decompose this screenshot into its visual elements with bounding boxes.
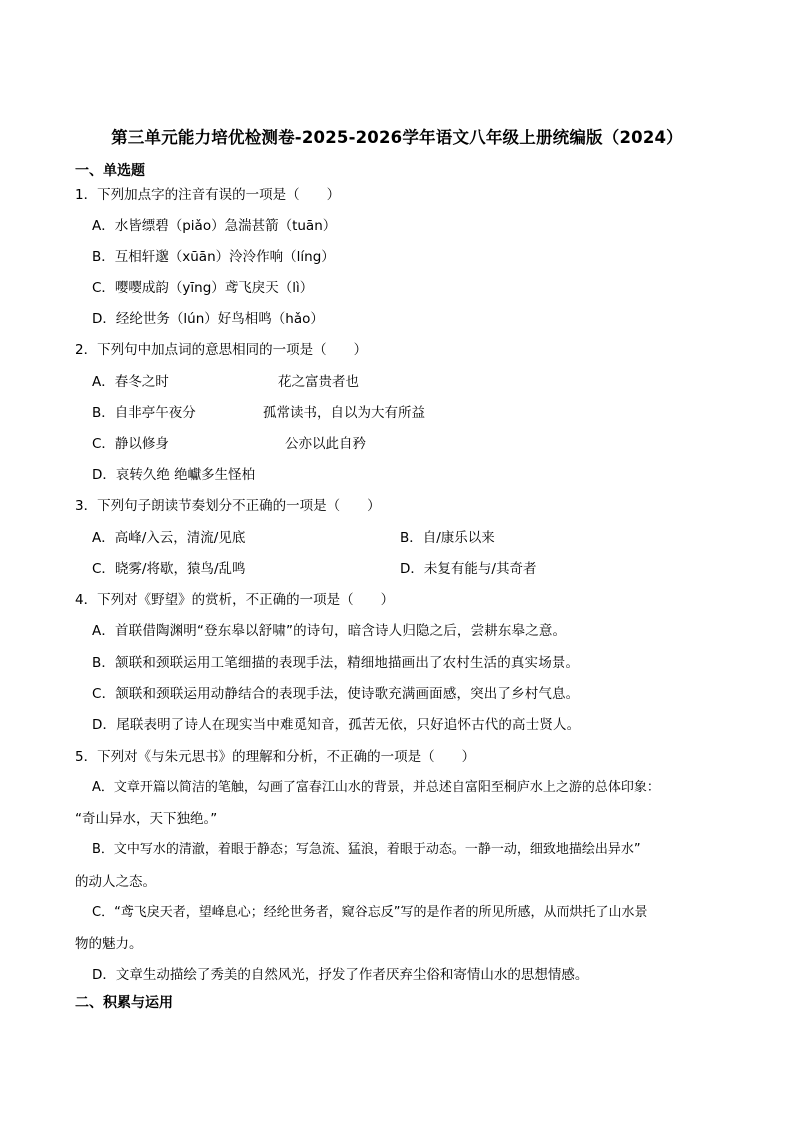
question-4-option-b: B．颔联和颈联运用工笔细描的表现手法，精细地描画出了农村生活的真实场景。 xyxy=(92,655,580,671)
question-4-option-c: C．颔联和颈联运用动静结合的表现手法，使诗歌充满画面感，突出了乡村气息。 xyxy=(92,686,580,702)
question-5-option-a-continued: “奇山异水，天下独绝。” xyxy=(75,811,218,827)
question-5-option-b-continued: 的动人之态。 xyxy=(75,874,156,890)
question-2-option-d: D．哀转久绝 绝巘多生怪柏 xyxy=(92,467,256,483)
question-4-option-a: A．首联借陶渊明“登东皋以舒啸”的诗句，暗含诗人归隐之后，尝耕东皋之意。 xyxy=(92,623,567,639)
question-1-option-d: D．经纶世务（lún）好鸟相鸣（hǎo） xyxy=(92,311,324,327)
question-5-option-b: B．文中写水的清澈，着眼于静态；写急流、猛浪，着眼于动态。一静一动，细致地描绘出异水” xyxy=(92,842,641,857)
question-5-option-c: C．“鸢飞戾天者，望峰息心；经纶世务者，窥谷忘反”写的是作者的所见所感，从而烘托了山水景 xyxy=(92,905,648,920)
question-2-option-c: C．静以修身 xyxy=(92,436,169,452)
question-5-stem: 5．下列对《与朱元思书》的理解和分析，不正确的一项是（ ） xyxy=(75,749,476,765)
question-2-stem: 2．下列句中加点词的意思相同的一项是（ ） xyxy=(75,342,368,358)
question-3-option-a: A．高峰/入云，清流/见底 xyxy=(92,530,246,546)
question-5-option-c-continued: 物的魅力。 xyxy=(75,936,143,952)
question-1-option-b: B．互相轩邈（xūān）泠泠作响（líng） xyxy=(92,249,335,265)
page-title: 第三单元能力培优检测卷-2025-2026学年语文八年级上册统编版（2024） xyxy=(111,128,683,147)
question-1-stem: 1．下列加点字的注音有误的一项是（ ） xyxy=(75,187,341,203)
question-2-option-a: A．春冬之时 xyxy=(92,374,169,390)
section-heading-single-choice: 一、单选题 xyxy=(75,163,145,179)
section-heading-accumulation: 二、积累与运用 xyxy=(75,995,173,1011)
question-5-option-a: A．文章开篇以简洁的笔触，勾画了富春江山水的背景，并总述自富阳至桐庐水上之游的总体印象： xyxy=(92,780,660,795)
question-3-stem: 3．下列句子朗读节奏划分不正确的一项是（ ） xyxy=(75,498,381,514)
question-1-option-a: A．水皆缥碧（piǎo）急湍甚箭（tuān） xyxy=(92,218,337,234)
question-2-option-b: B．自非亭午夜分 xyxy=(92,405,196,421)
question-4-stem: 4．下列对《野望》的赏析，不正确的一项是（ ） xyxy=(75,592,395,608)
question-3-option-b: B．自/康乐以来 xyxy=(400,530,495,546)
question-2-option-b-second: 孤常读书，自以为大有所益 xyxy=(263,405,425,421)
question-4-option-d: D．尾联表明了诗人在现实当中难觅知音，孤苦无依，只好追怀古代的高士贤人。 xyxy=(92,717,581,733)
question-5-option-d: D．文章生动描绘了秀美的自然风光，抒发了作者厌弃尘俗和寄情山水的思想情感。 xyxy=(92,967,589,983)
question-3-option-d: D．未复有能与/其奇者 xyxy=(400,561,537,577)
question-1-option-c: C．嘤嘤成韵（yīng）鸢飞戾天（lì） xyxy=(92,280,314,296)
question-2-option-a-second: 花之富贵者也 xyxy=(278,374,359,390)
question-2-option-c-second: 公亦以此自矜 xyxy=(285,436,366,452)
question-3-option-c: C．晓雾/将歇，猿鸟/乱鸣 xyxy=(92,561,246,577)
